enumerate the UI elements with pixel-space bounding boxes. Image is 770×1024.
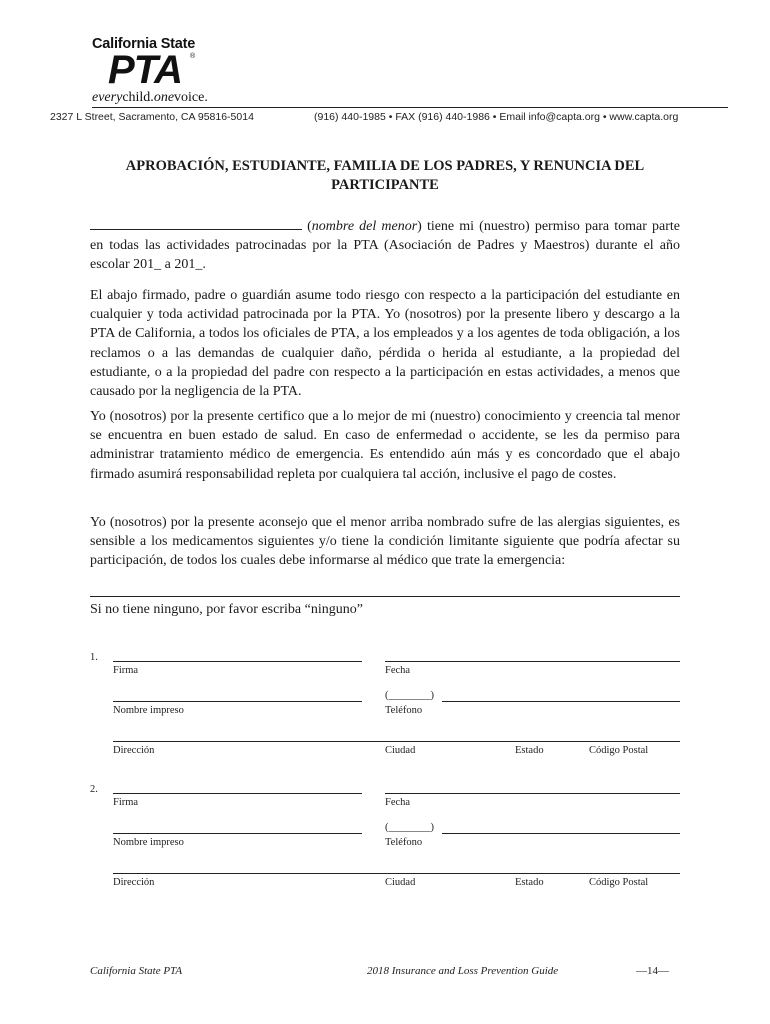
signer-1-name-label: Nombre impreso: [113, 705, 184, 716]
signer-2-name-line[interactable]: [113, 833, 362, 834]
tagline-one: one: [153, 90, 175, 105]
page-title: APROBACIÓN, ESTUDIANTE, FAMILIA DE LOS PADRES, Y RENUNCIA DEL PARTICIPANTE: [125, 158, 645, 193]
signer-2-address-label: Dirección: [113, 877, 155, 888]
signer-2-area-code: (________): [385, 822, 434, 833]
release-paragraph: El abajo firmado, padre o guardián asume todo riesgo con respecto a la participación del estudiante en cualquier y toda actividad patrocinada por la PTA. Yo (nosotros) por la presente libero y descargo a la PTA de California, a todos los oficiales de PTA, a los empleados y a los agentes de toda obligación, a los reclamos o a las demandas de cualquier daño, pérdida o herida al estudiante, a la propiedad del estudiante, o a la propiedad del padre con respecto a la participación en estas actividades, a menos que causado por la negligencia de la PTA.: [90, 288, 680, 400]
signer-2-signature-label: Firma: [113, 797, 139, 808]
signer-1-number: 1.: [90, 652, 98, 663]
signer-2-phone-line[interactable]: [442, 833, 680, 834]
signer-1-city-label: Ciudad: [385, 745, 416, 756]
allergy-answer-line[interactable]: [90, 596, 680, 597]
child-name-hint: nombre del menor: [311, 219, 418, 234]
none-note: Si no tiene ninguno, por favor escriba “ninguno”: [90, 602, 363, 617]
signer-1-date-label: Fecha: [385, 665, 411, 676]
signer-1-address-label: Dirección: [113, 745, 155, 756]
signer-2-zip-label: Código Postal: [589, 877, 649, 888]
footer-guide-title: 2018 Insurance and Loss Prevention Guide: [367, 965, 559, 977]
health-paragraph: Yo (nosotros) por la presente certifico que a lo mejor de mi (nuestro) conocimiento y creencia tal menor se encuentra en buen estado de salud. En caso de enfermedad o accidente, se les da permiso para administrar tratamiento médico de emergencia. Es entendido aún más y es concordado que el abajo firmado asumirá responsabilidad repleta por cualquiera tal acción, inclusive el pago de costes.: [90, 409, 680, 482]
logo-pta: PTA: [108, 48, 183, 92]
signer-2-city-label: Ciudad: [385, 877, 416, 888]
footer-org: California State PTA: [90, 965, 183, 977]
signer-2-address-line[interactable]: [113, 873, 680, 874]
tagline-every: every: [92, 90, 123, 105]
signer-2-phone-label: Teléfono: [385, 837, 423, 848]
allergy-paragraph: Yo (nosotros) por la presente aconsejo que el menor arriba nombrado sufre de las alergias siguientes, es sensible a los medicamentos siguientes y/o tiene la condición limitante siguiente que podría afectar su participación, de todos los cuales debe informarse al médico que trate la emergencia:: [90, 515, 680, 569]
tagline-child: child.: [122, 90, 154, 105]
header-contact: (916) 440-1985 • FAX (916) 440-1986 • Email info@capta.org • www.capta.org: [314, 111, 679, 123]
signer-1-phone-line[interactable]: [442, 701, 680, 702]
child-name-blank[interactable]: [90, 215, 302, 230]
permission-text: tiene mi (nuestro) permiso para tomar parte en todas las actividades patrocinadas por la PTA (Asociación de Padres y Maestros) durante el año escolar 201_ a 201_.: [90, 219, 680, 273]
permission-paragraph: (nombre del menor) tiene mi (nuestro) permiso para tomar parte en todas las actividades patrocinadas por la PTA (Asociación de Padres y Maestros) durante el año escolar 201_ a 201_.: [90, 215, 680, 275]
signer-1-phone-label: Teléfono: [385, 705, 423, 716]
signer-2-number: 2.: [90, 784, 98, 795]
signer-2-signature-line[interactable]: [113, 793, 362, 794]
signer-1-name-line[interactable]: [113, 701, 362, 702]
signer-2-name-label: Nombre impreso: [113, 837, 184, 848]
logo-tagline: [92, 90, 208, 106]
footer-page-number: —14—: [636, 965, 669, 977]
signer-1-signature-line[interactable]: [113, 661, 362, 662]
signer-1-date-line[interactable]: [385, 661, 680, 662]
signer-1-state-label: Estado: [515, 745, 544, 756]
tagline-voice: voice.: [174, 90, 208, 105]
header-address: 2327 L Street, Sacramento, CA 95816-5014: [50, 111, 254, 123]
signer-1-signature-label: Firma: [113, 665, 139, 676]
header-divider: [92, 107, 728, 108]
signer-2-state-label: Estado: [515, 877, 544, 888]
signer-2-date-label: Fecha: [385, 797, 411, 808]
signer-1-zip-label: Código Postal: [589, 745, 649, 756]
signer-1-area-code: (________): [385, 690, 434, 701]
logo-registered-mark: ®: [190, 53, 196, 60]
signer-2-date-line[interactable]: [385, 793, 680, 794]
signer-1-address-line[interactable]: [113, 741, 680, 742]
logo-org-name: California State: [92, 36, 196, 52]
